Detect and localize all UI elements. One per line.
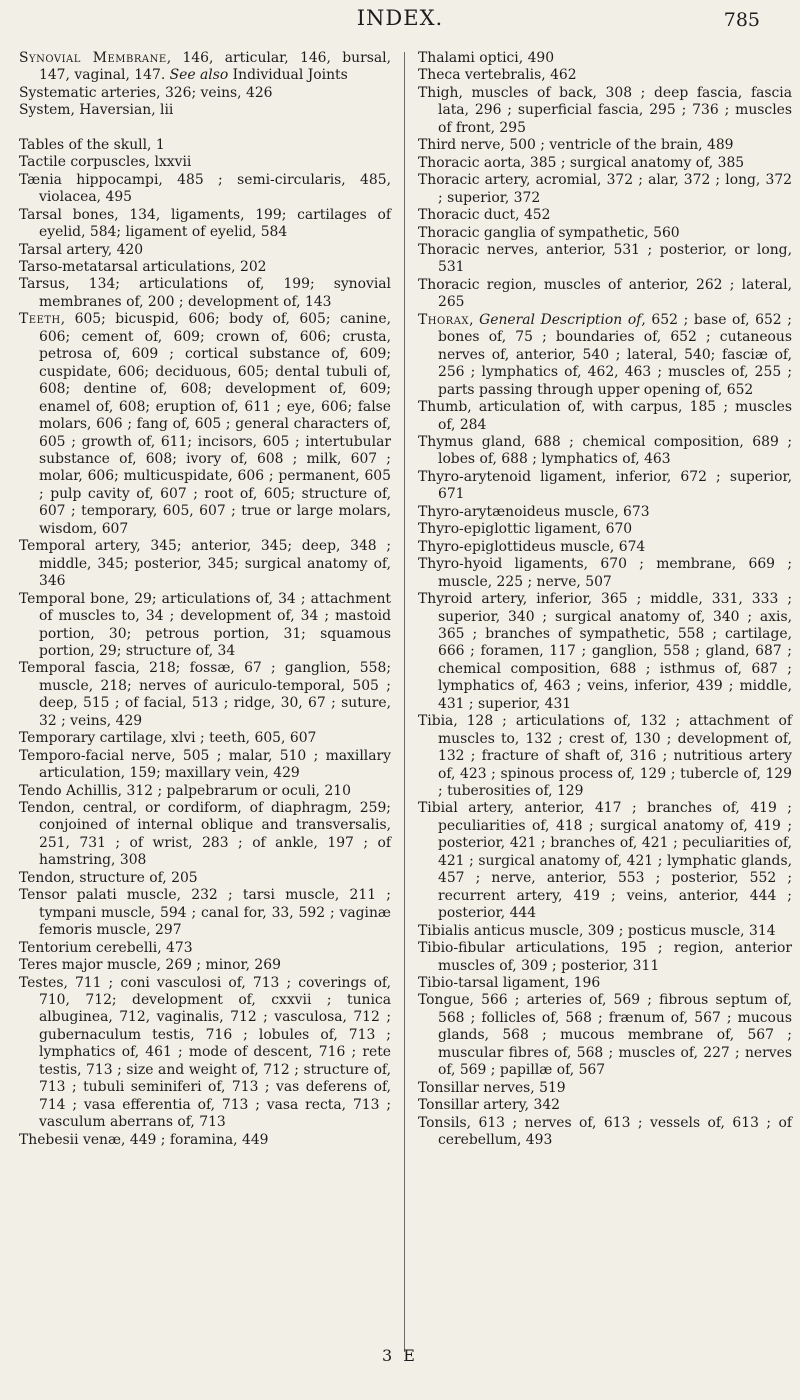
entry-text: Thoracic region, muscles of anterior, 262 ; lateral, 265 (418, 276, 792, 311)
entry-text: Testes, 711 ; coni vasculosi of, 713 ; coverings of, 710, 712; development of, cxxvii ; tunica albuginea, 712, vaginalis, 712 ; vasculosa, 712 ; gubernaculum testis, 716 ; lobules of, 713 ; lymphatics of, 461 ; mode of descent, 716 ; rete testis, 713 ; size and weight of, 712 ; structure of, 713 ; tubuli seminiferi of, 713 ; vas deferens of, 714 ; vasa efferentia of, 713 ; vasa recta, 713 ; vasculum aberrans of, 713 (19, 974, 391, 1131)
entry-text: Thoracic artery, acromial, 372 ; alar, 372 ; long, 372 ; superior, 372 (418, 172, 792, 206)
index-entry (418, 923, 792, 940)
entry-text: Tarsus, 134; articulations of, 199; synovial membranes of, 200 ; development of, 143 (19, 276, 391, 310)
index-entry (418, 434, 792, 469)
index-entry (19, 887, 391, 939)
entry-text: Tendon, central, or cordiform, of diaphragm, 259; conjoined of internal oblique and transversalis, 251, 731 ; of wrist, 283 ; of ankle, 197 ; of hamstring, 308 (19, 800, 391, 869)
index-entry (19, 154, 391, 171)
index-entry (19, 975, 391, 1132)
index-entry (418, 67, 792, 84)
index-entry (19, 591, 391, 661)
entry-text: Thoracic ganglia of sympathetic, 560 (418, 224, 680, 241)
entry-text: Tarsal artery, 420 (19, 241, 144, 258)
entry-text: Thyro-epiglottic ligament, 670 (418, 521, 633, 538)
entry-text: Tibio-fibular articulations, 195 ; region, anterior muscles of, 309 ; posterior, 311 (418, 940, 792, 974)
index-entry (19, 85, 391, 102)
index-entry (418, 591, 792, 713)
entry-text: Third nerve, 500 ; ventricle of the brain, 489 (418, 137, 734, 154)
index-entry (19, 538, 391, 590)
entry-italic: See also (169, 67, 229, 84)
entry-text: System, Haversian, lii (19, 102, 174, 119)
index-entry (418, 556, 792, 591)
index-entry (19, 957, 391, 974)
index-entry (418, 242, 792, 277)
entry-text: , 146, articular, 146, bursal, 147, vaginal, 147. (39, 50, 391, 84)
entry-text: Tonsils, 613 ; nerves of, 613 ; vessels of, 613 ; of cerebellum, 493 (418, 1114, 792, 1149)
entry-text: Temporo-facial nerve, 505 ; malar, 510 ; maxillary articulation, 159; maxillary vein, 429 (19, 747, 391, 782)
index-column-right (418, 50, 792, 1150)
entry-text: Tactile corpuscles, lxxvii (19, 154, 192, 171)
index-entry (418, 207, 792, 224)
index-entry (418, 85, 792, 137)
index-entry (418, 504, 792, 521)
entry-text: , (469, 311, 480, 328)
entry-text: Tendon, structure of, 205 (19, 869, 198, 886)
index-entry (418, 800, 792, 922)
entry-text: Theca vertebralis, 462 (418, 67, 577, 84)
index-entry (418, 713, 792, 800)
index-entry (418, 940, 792, 975)
index-entry (19, 660, 391, 730)
signature-mark: 3 E (382, 1346, 418, 1365)
entry-text: Thyro-epiglottideus muscle, 674 (418, 538, 646, 555)
index-entry (418, 225, 792, 242)
entry-text: Temporal bone, 29; articulations of, 34 ; attachment of muscles to, 34 ; development of, 34 ; mastoid portion, 30; petrous portion, 31; squamous portion, 29; structure of, 34 (19, 590, 391, 659)
entry-text: Temporal artery, 345; anterior, 345; deep, 348 ; middle, 345; posterior, 345; surgical anatomy of, 346 (19, 538, 391, 590)
index-entry (418, 469, 792, 504)
index-entry (418, 137, 792, 154)
entry-text: Thoracic nerves, anterior, 531 ; posterior, or long, 531 (418, 241, 792, 276)
index-entry (418, 1097, 792, 1114)
index-entry (19, 748, 391, 783)
entry-text: Tentorium cerebelli, 473 (19, 939, 193, 956)
entry-text: Tensor palati muscle, 232 ; tarsi muscle, 211 ; tympani muscle, 594 ; canal for, 33, 592 ; vaginæ femoris muscle, 297 (19, 887, 391, 939)
index-entry (19, 940, 391, 957)
page-header (0, 0, 800, 44)
entry-text: Teres major muscle, 269 ; minor, 269 (19, 957, 281, 974)
entry-text: Temporary cartilage, xlvi ; teeth, 605, 607 (19, 730, 317, 747)
index-entry (418, 975, 792, 992)
entry-text: Tongue, 566 ; arteries of, 569 ; fibrous septum of, 568 ; follicles of, 568 ; frænum of, 567 ; mucous glands, 568 ; mucous membrane of, 567 ; muscular fibres of, 568 ; muscles of, 227 ; nerves of, 569 ; papillæ of, 567 (418, 992, 792, 1079)
index-entry (418, 992, 792, 1079)
entry-text: Tables of the skull, 1 (19, 136, 165, 153)
index-entry (418, 172, 792, 207)
index-entry (418, 539, 792, 556)
entry-text: Thalami optici, 490 (418, 50, 555, 66)
entry-text: Individual Joints (228, 67, 348, 84)
index-entry (418, 1080, 792, 1097)
entry-headword: Synovial Membrane (19, 50, 167, 66)
entry-headword: Teeth (19, 311, 61, 328)
index-entry (19, 730, 391, 747)
index-entry (19, 870, 391, 887)
index-entry (418, 399, 792, 434)
index-entry (418, 277, 792, 312)
entry-text: Thyro-hyoid ligaments, 670 ; membrane, 669 ; muscle, 225 ; nerve, 507 (418, 556, 792, 590)
index-entry (19, 50, 391, 85)
entry-headword: Thorax (418, 311, 470, 328)
entry-text: Systematic arteries, 326; veins, 426 (19, 84, 273, 101)
index-entry (19, 800, 391, 870)
column-divider (404, 52, 405, 1352)
entry-text: Tonsillar nerves, 519 (418, 1079, 566, 1096)
index-entry (19, 242, 391, 259)
index-column-left (19, 50, 391, 1149)
index-entry (19, 102, 391, 119)
index-entry (19, 172, 391, 207)
entry-text: , 652 ; base of, 652 ; bones of, 75 ; boundaries of, 652 ; cutaneous nerves of, anterior, 540 ; lateral, 540; fasciæ of, 256 ; lymphatics of, 462, 463 ; muscles of, 255 ; parts passing through upper opening of, 652 (438, 311, 792, 398)
entry-text: Temporal fascia, 218; fossæ, 67 ; ganglion, 558; muscle, 218; nerves of auriculo-temporal, 505 ; deep, 515 ; of facial, 513 ; ridge, 30, 67 ; suture, 32 ; veins, 429 (19, 660, 391, 729)
index-entry (19, 311, 391, 538)
index-entry (418, 155, 792, 172)
entry-text: Tibia, 128 ; articulations of, 132 ; attachment of muscles to, 132 ; crest of, 130 ; development of, 132 ; fracture of shaft of, 316 ; nutritious artery of, 423 ; spinous process of, 129 ; tubercle of, 129 ; tuberosities of, 129 (418, 713, 792, 800)
entry-text: Tænia hippocampi, 485 ; semi-circularis, 485, violacea, 495 (19, 171, 391, 206)
entry-text: Tibio-tarsal ligament, 196 (418, 975, 601, 992)
entry-text: Thyro-arytænoideus muscle, 673 (418, 503, 650, 520)
entry-text: Tibialis anticus muscle, 309 ; posticus muscle, 314 (418, 922, 776, 939)
page-title: INDEX. (356, 6, 444, 30)
index-entry (418, 312, 792, 399)
index-entry (418, 521, 792, 538)
entry-text: Tibial artery, anterior, 417 ; branches of, 419 ; peculiarities of, 418 ; surgical anatomy of, 419 ; posterior, 421 ; branches of, 421 ; peculiarities of, 421 ; surgical anatomy of, 421 ; lymphatic glands, 457 ; nerve, anterior, 553 ; posterior, 552 ; recurrent artery, 419 ; veins, anterior, 444 ; posterior, 444 (418, 800, 792, 922)
index-entry (418, 1115, 792, 1150)
index-entry (19, 207, 391, 242)
entry-text: Tarso-metatarsal articulations, 202 (19, 258, 267, 275)
entry-text: Thoracic duct, 452 (418, 207, 551, 224)
index-entry (19, 137, 391, 154)
index-entry (19, 783, 391, 800)
entry-text: , 605; bicuspid, 606; body of, 605; canine, 606; cement of, 609; crown of, 606; crusta, petrosa of, 609 ; cortical substance of, 609; cuspidate, 606; deciduous, 605; dental tubuli of, 608; dentine of, 608; development of, 609; enamel of, 608; eruption of, 611 ; eye, 606; false molars, 606 ; fang of, 605 ; general characters of, 605 ; growth of, 611; incisors, 605 ; intertubular substance of, 608; ivory of, 608 ; milk, 607 ; molar, 606; multicuspidate, 606 ; permanent, 605 ; pulp cavity of, 607 ; root of, 605; structure of, 607 ; temporary, 605, 607 ; true or large molars, wisdom, 607 (39, 311, 391, 537)
index-entry (418, 50, 792, 67)
section-gap (19, 120, 391, 137)
entry-text: Thebesii venæ, 449 ; foramina, 449 (19, 1131, 269, 1148)
entry-italic: General Description of (479, 311, 642, 328)
entry-text: Tarsal bones, 134, ligaments, 199; cartilages of eyelid, 584; ligament of eyelid, 584 (19, 206, 391, 241)
entry-text: Thigh, muscles of back, 308 ; deep fascia, fascia lata, 296 ; superficial fascia, 295 ; 736 ; muscles of front, 295 (418, 84, 792, 136)
entry-text: Thymus gland, 688 ; chemical composition, 689 ; lobes of, 688 ; lymphatics of, 463 (418, 433, 792, 468)
index-entry (19, 1132, 391, 1149)
entry-text: Tonsillar artery, 342 (418, 1097, 560, 1114)
entry-text: Thoracic aorta, 385 ; surgical anatomy of, 385 (418, 154, 745, 171)
entry-text: Tendo Achillis, 312 ; palpebrarum or oculi, 210 (19, 782, 351, 799)
page-number: 785 (723, 9, 760, 31)
entry-text: Thyroid artery, inferior, 365 ; middle, 331, 333 ; superior, 340 ; surgical anatomy of, 340 ; axis, 365 ; branches of sympathetic, 558 ; cartilage, 666 ; foramen, 117 ; ganglion, 558 ; gland, 687 ; chemical composition, 688 ; isthmus of, 687 ; lymphatics of, 463 ; veins, inferior, 439 ; middle, 431 ; superior, 431 (418, 591, 792, 712)
index-entry (19, 276, 391, 311)
entry-text: Thumb, articulation of, with carpus, 185 ; muscles of, 284 (418, 399, 792, 433)
index-entry (19, 259, 391, 276)
entry-text: Thyro-arytenoid ligament, inferior, 672 ; superior, 671 (418, 468, 792, 503)
